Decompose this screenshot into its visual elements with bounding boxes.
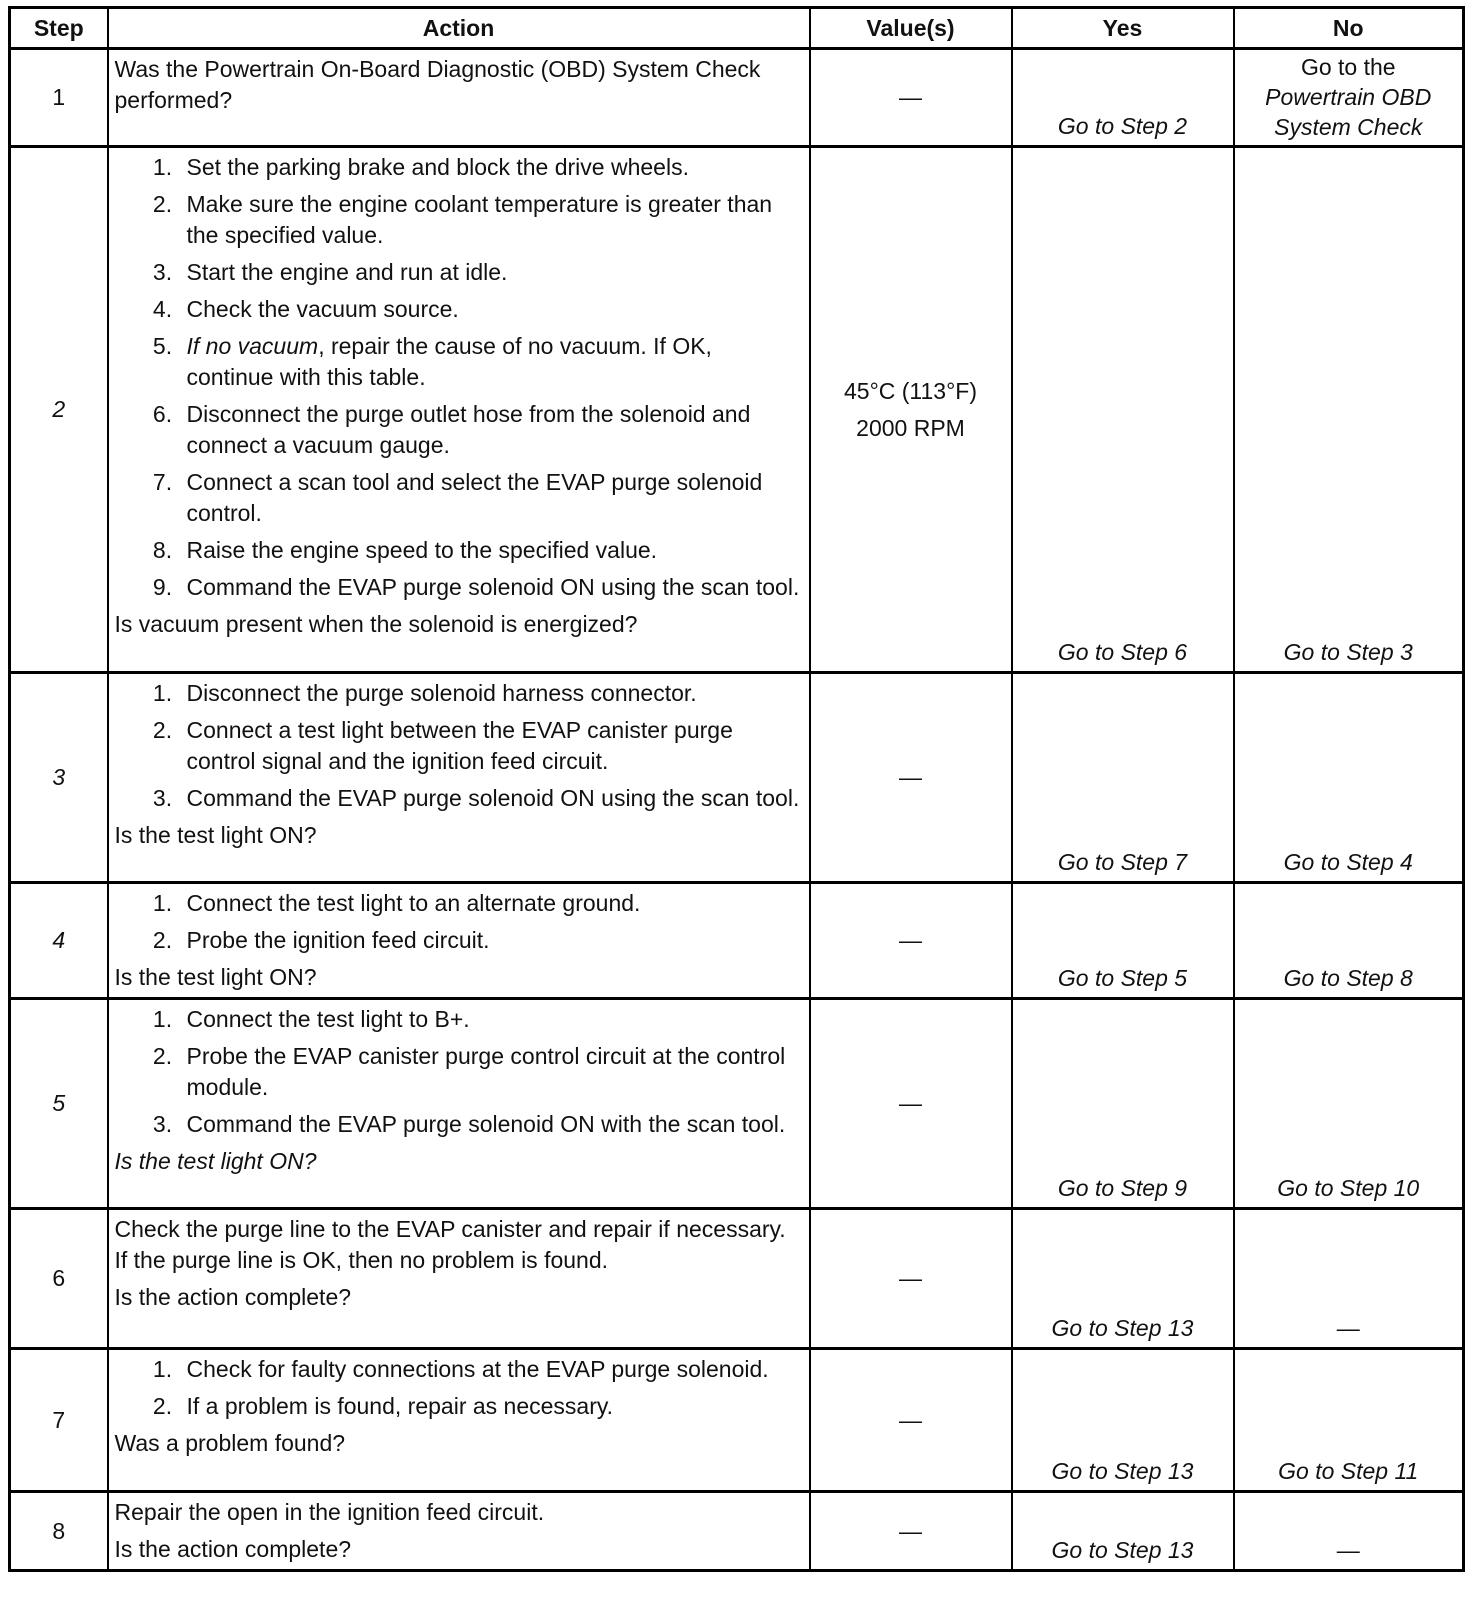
no-cell <box>1234 147 1464 673</box>
yes-cell <box>1012 1209 1234 1349</box>
action-cell <box>108 999 810 1209</box>
action-item: 1. Disconnect the purge solenoid harness connector. <box>179 678 803 709</box>
action-item: 3. Command the EVAP purge solenoid ON with the scan tool. <box>179 1109 803 1140</box>
value-cell <box>810 1209 1012 1349</box>
action-cell <box>108 1209 810 1349</box>
no-text: Go to Step 10 <box>1277 1175 1420 1201</box>
action-text: Repair the open in the ignition feed circuit. <box>114 1499 545 1525</box>
action-question: Is the test light ON? <box>114 822 317 848</box>
value-cell <box>810 1349 1012 1492</box>
yes-cell <box>1012 999 1234 1209</box>
action-list <box>115 152 803 603</box>
action-item: 2. Probe the EVAP canister purge control circuit at the control module. <box>179 1041 803 1103</box>
no-cell <box>1234 673 1464 883</box>
header-values: Value(s) <box>810 8 1012 49</box>
action-text: Was the Powertrain On-Board Diagnostic (OBD) System Check performed? <box>114 56 761 113</box>
no-cell <box>1234 883 1464 999</box>
action-question: Is the action complete? <box>114 1536 352 1562</box>
action-item: 5. If no vacuum, repair the cause of no vacuum. If OK, continue with this table. <box>179 331 803 393</box>
value-text: — <box>899 1406 922 1433</box>
action-item: 1. Connect the test light to B+. <box>179 1004 803 1035</box>
yes-text: Go to Step 13 <box>1051 1537 1194 1563</box>
yes-cell <box>1012 673 1234 883</box>
table-row-step-6 <box>10 1209 1464 1349</box>
action-cell <box>108 1492 810 1571</box>
no-text: Go to Step 4 <box>1283 849 1413 875</box>
step-number: 3 <box>10 673 108 883</box>
header-yes: Yes <box>1012 8 1234 49</box>
value-cell <box>810 49 1012 147</box>
action-question: Is the test light ON? <box>114 964 317 990</box>
action-item: 1. Connect the test light to an alternate ground. <box>179 888 803 919</box>
action-item: 2. Connect a test light between the EVAP canister purge control signal and the ignition feed circuit. <box>179 715 803 777</box>
action-list <box>115 1004 803 1140</box>
no-cell <box>1234 49 1464 147</box>
table-row-step-7 <box>10 1349 1464 1492</box>
action-question: Is vacuum present when the solenoid is energized? <box>114 611 638 637</box>
yes-text: Go to Step 2 <box>1057 113 1188 139</box>
value-text: — <box>899 1090 922 1116</box>
action-item: 8. Raise the engine speed to the specified value. <box>179 535 803 566</box>
value-text: 2000 RPM <box>856 414 965 441</box>
action-item: 7. Connect a scan tool and select the EVAP purge solenoid control. <box>179 467 803 529</box>
value-text: — <box>899 764 922 790</box>
yes-text: Go to Step 13 <box>1051 1458 1194 1484</box>
diagnostic-table <box>8 6 1465 1572</box>
action-cell <box>108 673 810 883</box>
step-number: 6 <box>10 1209 108 1349</box>
yes-text: Go to Step 6 <box>1057 639 1188 665</box>
value-cell <box>810 883 1012 999</box>
step-number: 7 <box>10 1349 108 1492</box>
action-item: 6. Disconnect the purge outlet hose from the solenoid and connect a vacuum gauge. <box>179 399 803 461</box>
yes-cell <box>1012 883 1234 999</box>
yes-text: Go to Step 5 <box>1057 965 1188 991</box>
value-cell <box>810 147 1012 673</box>
header-row <box>10 8 1464 49</box>
value-text: — <box>899 1265 922 1291</box>
table-row-step-2 <box>10 147 1464 673</box>
value-text: — <box>899 1517 922 1544</box>
action-question: Was a problem found? <box>114 1430 346 1456</box>
step-number: 8 <box>10 1492 108 1571</box>
value-text: 45°C (113°F) <box>843 377 977 404</box>
action-cell <box>108 49 810 147</box>
table-row-step-1 <box>10 49 1464 147</box>
no-text: Powertrain OBD <box>1265 84 1432 110</box>
action-text: Check the purge line to the EVAP canister and repair if necessary. If the purge line is OK, then no problem is found. <box>114 1216 786 1273</box>
no-text: — <box>1336 1537 1360 1563</box>
yes-cell <box>1012 49 1234 147</box>
action-cell <box>108 1349 810 1492</box>
no-text: System Check <box>1274 114 1423 140</box>
table-row-step-8 <box>10 1492 1464 1571</box>
yes-cell <box>1012 147 1234 673</box>
no-cell <box>1234 1492 1464 1571</box>
value-text: — <box>899 927 922 953</box>
no-cell <box>1234 1349 1464 1492</box>
action-list <box>115 888 803 956</box>
step-number: 1 <box>10 49 108 147</box>
yes-cell <box>1012 1492 1234 1571</box>
action-item: 3. Command the EVAP purge solenoid ON using the scan tool. <box>179 783 803 814</box>
action-item: 3. Start the engine and run at idle. <box>179 257 803 288</box>
action-item: 1. Check for faulty connections at the EVAP purge solenoid. <box>179 1354 803 1385</box>
table-row-step-3 <box>10 673 1464 883</box>
no-text: — <box>1336 1315 1360 1341</box>
action-question: Is the action complete? <box>114 1284 352 1310</box>
action-item: 4. Check the vacuum source. <box>179 294 803 325</box>
value-text: — <box>899 84 922 110</box>
no-cell <box>1234 999 1464 1209</box>
table-row-step-5 <box>10 999 1464 1209</box>
value-cell <box>810 673 1012 883</box>
action-cell <box>108 883 810 999</box>
emphasis-text: If no vacuum <box>186 333 319 359</box>
step-number: 5 <box>10 999 108 1209</box>
yes-cell <box>1012 1349 1234 1492</box>
action-question: Is the test light ON? <box>114 1148 317 1174</box>
no-text: Go to the <box>1300 54 1396 80</box>
value-cell <box>810 1492 1012 1571</box>
value-cell <box>810 999 1012 1209</box>
header-no: No <box>1234 8 1464 49</box>
action-item: 2. If a problem is found, repair as necessary. <box>179 1391 803 1422</box>
yes-text: Go to Step 9 <box>1057 1175 1188 1201</box>
no-text: Go to Step 8 <box>1283 965 1413 991</box>
action-item: 2. Probe the ignition feed circuit. <box>179 925 803 956</box>
action-list <box>115 1354 803 1422</box>
table-row-step-4 <box>10 883 1464 999</box>
step-number: 4 <box>10 883 108 999</box>
header-action: Action <box>108 8 810 49</box>
action-cell <box>108 147 810 673</box>
no-text: Go to Step 11 <box>1278 1458 1419 1484</box>
action-item: 9. Command the EVAP purge solenoid ON using the scan tool. <box>179 572 803 603</box>
no-text: Go to Step 3 <box>1283 639 1413 665</box>
yes-text: Go to Step 7 <box>1057 849 1188 875</box>
action-item: 1. Set the parking brake and block the drive wheels. <box>179 152 803 183</box>
action-item: 2. Make sure the engine coolant temperature is greater than the specified value. <box>179 189 803 251</box>
action-list <box>115 678 803 814</box>
yes-text: Go to Step 13 <box>1051 1315 1194 1341</box>
header-step: Step <box>10 8 108 49</box>
no-cell <box>1234 1209 1464 1349</box>
step-number: 2 <box>10 147 108 673</box>
